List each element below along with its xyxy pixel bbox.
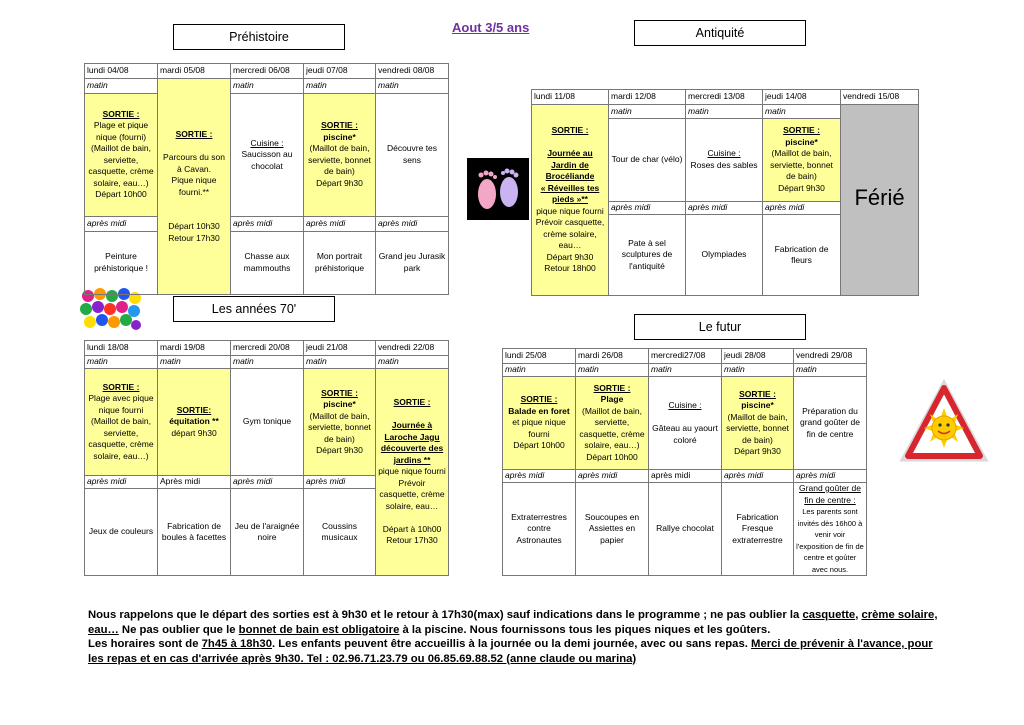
day-header: lundi 04/08	[85, 64, 158, 79]
apres-midi-label: après midi	[231, 476, 304, 489]
activity-cell: Mon portrait préhistorique	[304, 231, 376, 294]
apres-midi-label: après midi	[231, 216, 304, 231]
apres-midi-label: après midi	[609, 201, 686, 215]
activity-cell: Découvre tes sens	[376, 93, 449, 216]
apres-midi-label: après midi	[85, 216, 158, 231]
holiday-cell: Férié	[841, 105, 919, 296]
day-header: mardi 05/08	[158, 64, 231, 79]
schedule-table-futur	[502, 348, 867, 576]
schedule-table-antiquite	[531, 89, 919, 296]
activity-cell: Extraterrestres contre Astronautes	[503, 483, 576, 576]
activity-cell: SORTIE: équitation ** départ 9h30	[158, 369, 231, 476]
matin-label: matin	[722, 364, 794, 377]
apres-midi-label: après midi	[794, 470, 867, 483]
page-title: Aout 3/5 ans	[452, 20, 530, 35]
matin-label: matin	[686, 105, 763, 119]
apres-midi-label: après midi	[722, 470, 794, 483]
activity-cell: Tour de char (vélo)	[609, 118, 686, 201]
table-header-row	[85, 64, 449, 79]
matin-label: matin	[376, 356, 449, 369]
apres-midi-label: après midi	[304, 216, 376, 231]
day-header: mercredi27/08	[649, 349, 722, 364]
activity-cell: Grand goûter de fin de centre : Les parents sont invités dès 16h00 à venir voir l'exposition de fin de centre et goûter avec nous.	[794, 483, 867, 576]
section-title-antiquite: Antiquité	[634, 20, 806, 46]
activity-cell: SORTIE : piscine* (Maillot de bain, serviette, bonnet de bain) Départ 9h30	[304, 93, 376, 216]
matin-label: matin	[231, 356, 304, 369]
apres-midi-label: après midi	[576, 470, 649, 483]
activity-cell: Jeux de couleurs	[85, 489, 158, 576]
activity-cell: Fabrication de fleurs	[763, 215, 841, 296]
apres-midi-label: après midi	[304, 476, 376, 489]
matin-label: matin	[609, 105, 686, 119]
matin-label: matin	[649, 364, 722, 377]
day-header: lundi 25/08	[503, 349, 576, 364]
activity-cell: SORTIE : Plage (Maillot de bain, serviette, casquette, crème solaire, eau…) Départ 10h00	[576, 377, 649, 470]
activity-cell: Grand jeu Jurasik park	[376, 231, 449, 294]
activity-cell: Pate à sel sculptures de l'antiquité	[609, 215, 686, 296]
activity-cell: Peinture préhistorique !	[85, 231, 158, 294]
activity-cell: SORTIE : Parcours du son à Cavan. Pique nique fourni.** Départ 10h30 Retour 17h30	[158, 79, 231, 295]
matin-label: matin	[576, 364, 649, 377]
notes-paragraph: Nous rappelons que le départ des sorties est à 9h30 et le retour à 17h30(max) sauf indications dans le programme ; ne pas oublier la casquette, crème solaire, eau… Ne pas oublier que le bonnet de bain est obligatoire à la piscine. Nous fournissons tous les piques niques et les goûters. Les horaires sont de 7h45 à 18h30. Les enfants peuvent être accueillis à la journée ou la demi journée, avec ou sans repas. Merci de prévenir à l'avance, pour les repas et en cas d'arrivée après 9h30. Tel : 02.96.71.23.79 ou 06.85.69.88.52 (anne claude ou marina)	[88, 609, 938, 665]
activity-cell: Rallye chocolat	[649, 483, 722, 576]
day-header: mercredi 06/08	[231, 64, 304, 79]
matin-label: matin	[231, 79, 304, 94]
matin-label: matin	[794, 364, 867, 377]
activity-cell: Cuisine : Roses des sables	[686, 118, 763, 201]
apres-midi-label: Après midi	[158, 476, 231, 489]
schedule-table-annees70	[84, 340, 449, 576]
apres-midi-label: après midi	[85, 476, 158, 489]
section-title-prehistoire: Préhistoire	[173, 24, 345, 50]
day-header: jeudi 14/08	[763, 90, 841, 105]
activity-cell: Gym tonique	[231, 369, 304, 476]
activity-cell: SORTIE : piscine* (Maillot de bain, serviette, bonnet de bain) Départ 9h30	[763, 118, 841, 201]
matin-label: matin	[503, 364, 576, 377]
day-header: vendredi 29/08	[794, 349, 867, 364]
activity-cell: Fabrication Fresque extraterrestre	[722, 483, 794, 576]
activity-cell: Fabrication de boules à facettes	[158, 489, 231, 576]
activity-cell: Jeu de l'araignée noire	[231, 489, 304, 576]
matin-label: matin	[763, 105, 841, 119]
footprints-icon	[467, 158, 529, 220]
matin-label: matin	[304, 79, 376, 94]
activity-cell: Coussins musicaux	[304, 489, 376, 576]
matin-label: matin	[376, 79, 449, 94]
day-header: jeudi 21/08	[304, 341, 376, 356]
matin-label: matin	[158, 356, 231, 369]
day-header: vendredi 15/08	[841, 90, 919, 105]
schedule-table-prehistoire	[84, 63, 449, 295]
activity-cell: SORTIE : piscine* (Maillot de bain, serviette, bonnet de bain) Départ 9h30	[722, 377, 794, 470]
day-header: mardi 12/08	[609, 90, 686, 105]
matin-label: matin	[304, 356, 376, 369]
day-header: lundi 18/08	[85, 341, 158, 356]
activity-cell: SORTIE : Journée au Jardin de Brocéliande « Réveilles tes pieds »** pique nique fourni Prévoir casquette, crème solaire, eau… Départ 9h30 Retour 18h00	[532, 105, 609, 296]
activity-cell: SORTIE : piscine* (Maillot de bain, serviette, bonnet de bain) Départ 9h30	[304, 369, 376, 476]
apres-midi-label: après midi	[503, 470, 576, 483]
day-header: vendredi 08/08	[376, 64, 449, 79]
day-header: jeudi 28/08	[722, 349, 794, 364]
activity-cell: SORTIE : Plage et pique nique (fourni) (Maillot de bain, serviette, casquette, crème solaire, eau…) Départ 10h00	[85, 93, 158, 216]
activity-cell: Soucoupes en Assiettes en papier	[576, 483, 649, 576]
day-header: mercredi 13/08	[686, 90, 763, 105]
day-header: mercredi 20/08	[231, 341, 304, 356]
apres-midi-label: après midi	[376, 216, 449, 231]
activity-cell: Préparation du grand goûter de fin de centre	[794, 377, 867, 470]
day-header: vendredi 22/08	[376, 341, 449, 356]
matin-label: matin	[85, 356, 158, 369]
sun-warning-sign-icon	[898, 378, 990, 466]
activity-cell: SORTIE : Plage avec pique nique fourni (Maillot de bain, serviette, casquette, crème solaire, eau…)	[85, 369, 158, 476]
section-title-futur: Le futur	[634, 314, 806, 340]
day-header: mardi 26/08	[576, 349, 649, 364]
activity-cell: SORTIE : Journée à Laroche Jagu découverte des jardins ** pique nique fourni Prévoir casquette, crème solaire, eau… Départ à 10h00 Retour 17h30	[376, 369, 449, 576]
section-title-annees70: Les années 70'	[173, 296, 335, 322]
activity-cell: Cuisine : Saucisson au chocolat	[231, 93, 304, 216]
apres-midi-label: après midi	[649, 470, 722, 483]
activity-cell: SORTIE : Balade en foret et pique nique fourni Départ 10h00	[503, 377, 576, 470]
apres-midi-label: après midi	[686, 201, 763, 215]
day-header: lundi 11/08	[532, 90, 609, 105]
apres-midi-label: après midi	[763, 201, 841, 215]
activity-cell: Olympiades	[686, 215, 763, 296]
activity-cell: Chasse aux mammouths	[231, 231, 304, 294]
day-header: jeudi 07/08	[304, 64, 376, 79]
matin-label: matin	[85, 79, 158, 94]
activity-cell: Cuisine : Gâteau au yaourt coloré	[649, 377, 722, 470]
day-header: mardi 19/08	[158, 341, 231, 356]
